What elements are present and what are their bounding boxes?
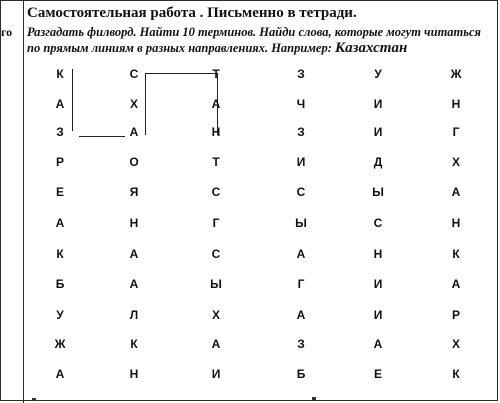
column-divider [23, 0, 24, 403]
grid-letter: Н [129, 367, 139, 381]
grid-letter: А [451, 277, 461, 291]
grid-letter: З [56, 125, 64, 139]
word-search-grid [42, 64, 482, 384]
task-instruction [27, 24, 497, 56]
grid-letter: А [296, 247, 306, 261]
grid-letter: Р [55, 155, 64, 169]
instruction-text: Разгадать филворд. Найти 10 терминов. Найди слова, которые могут читаться по прямым линиям в разных направлениях. Например: [27, 25, 481, 55]
grid-letter: У [374, 67, 382, 81]
grid-letter: Р [451, 308, 460, 322]
answer-line-horizontal-bottom [79, 136, 125, 137]
grid-letter: А [129, 247, 139, 261]
grid-letter: С [211, 247, 221, 261]
grid-letter: Н [451, 216, 461, 230]
left-column-fragment: го [1, 25, 13, 39]
grid-letter: И [211, 367, 221, 381]
grid-letter: А [55, 97, 65, 111]
grid-letter: Ж [54, 337, 66, 351]
grid-letter: А [129, 277, 139, 291]
grid-letter: Ы [295, 216, 307, 230]
grid-letter: З [297, 125, 305, 139]
grid-letter: А [55, 216, 65, 230]
grid-letter: Х [211, 308, 220, 322]
grid-letter: А [211, 337, 221, 351]
grid-letter: Б [55, 277, 65, 291]
grid-letter: Д [373, 155, 383, 169]
grid-letter: Ы [210, 277, 222, 291]
grid-letter: И [373, 277, 383, 291]
grid-letter: А [451, 185, 461, 199]
grid-letter: С [129, 67, 139, 81]
grid-letter: К [452, 247, 460, 261]
grid-letter: К [56, 247, 64, 261]
grid-letter: К [130, 337, 138, 351]
grid-letter: О [129, 155, 139, 169]
grid-letter: И [373, 125, 383, 139]
grid-letter: А [211, 97, 221, 111]
grid-letter: А [296, 308, 306, 322]
grid-letter: Г [212, 216, 220, 230]
grid-letter: К [452, 367, 460, 381]
grid-letter: Б [296, 367, 306, 381]
grid-letter: Г [297, 277, 305, 291]
grid-letter: З [297, 67, 305, 81]
grid-letter: У [56, 308, 64, 322]
answer-line-vertical-left [72, 69, 73, 131]
cropped-text-fragment [30, 394, 500, 403]
grid-letter: Ы [372, 185, 384, 199]
grid-letter: И [373, 308, 383, 322]
grid-letter: Я [129, 185, 139, 199]
grid-letter: Н [129, 216, 139, 230]
grid-letter: А [373, 337, 383, 351]
example-word: Казахстан [334, 40, 408, 56]
grid-letter: З [297, 337, 305, 351]
grid-letter: Ч [296, 97, 306, 111]
grid-letter: Н [451, 97, 461, 111]
grid-letter: Н [211, 125, 221, 139]
grid-letter: Т [212, 67, 220, 81]
grid-letter: Л [129, 308, 139, 322]
grid-letter: К [56, 67, 64, 81]
grid-letter: Ж [450, 67, 462, 81]
grid-letter: Е [55, 185, 64, 199]
grid-letter: И [296, 155, 306, 169]
grid-letter: Т [212, 155, 220, 169]
grid-letter: С [373, 216, 383, 230]
grid-letter: Х [129, 97, 138, 111]
grid-letter: Х [451, 155, 460, 169]
grid-letter: Н [373, 247, 383, 261]
grid-letter: А [129, 125, 139, 139]
grid-letter: С [296, 185, 306, 199]
grid-letter: Е [373, 367, 382, 381]
grid-letter: С [211, 185, 221, 199]
grid-letter: А [55, 367, 65, 381]
grid-letter: И [373, 97, 383, 111]
grid-letter: Х [451, 337, 460, 351]
grid-letter: Г [452, 125, 460, 139]
worksheet-title: Самостоятельная работа . Письменно в тетради. [27, 5, 357, 21]
